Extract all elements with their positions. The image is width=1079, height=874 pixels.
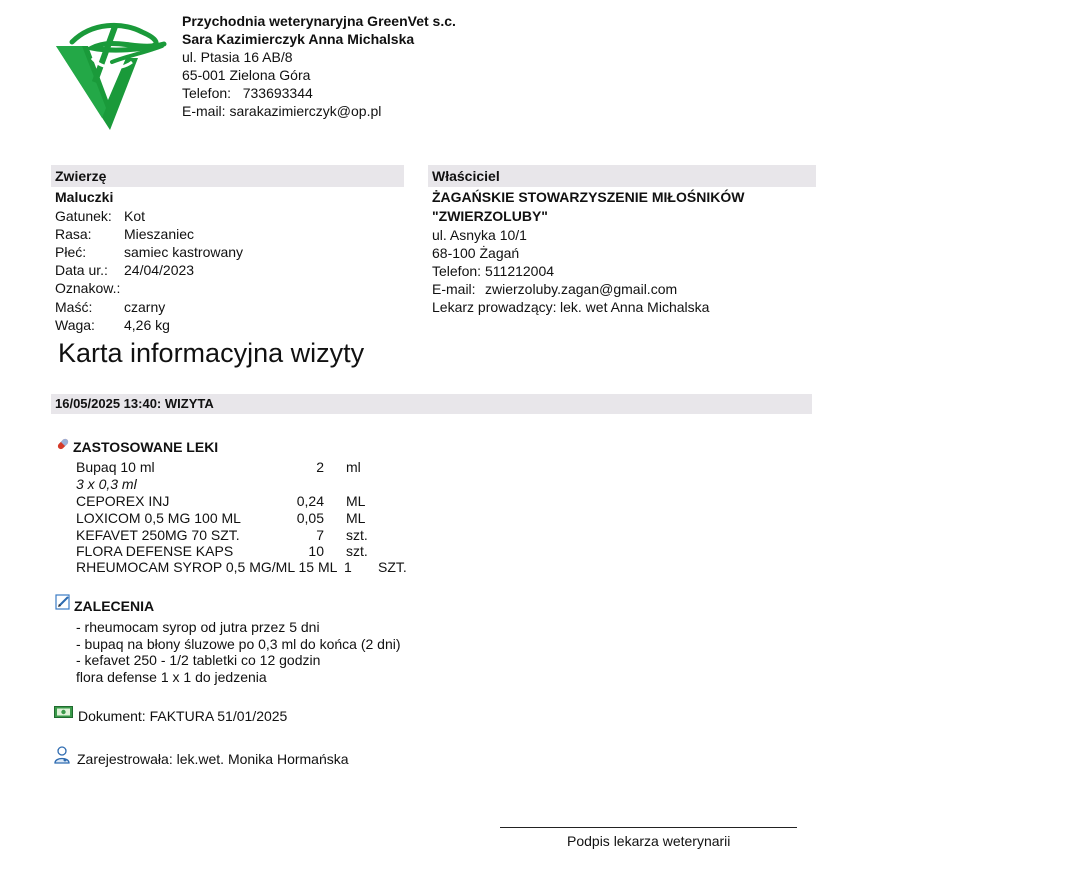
- med-unit: szt.: [346, 527, 368, 543]
- doctor-icon: [54, 746, 70, 764]
- clinic-phone-value: 733693344: [242, 85, 313, 101]
- page-title: Karta informacyjna wizyty: [58, 338, 365, 368]
- med-qty: 7: [316, 527, 324, 543]
- animal-name: Maluczki: [55, 189, 114, 205]
- med-unit: szt.: [346, 543, 368, 559]
- med-qty: 0,24: [296, 493, 324, 509]
- owner-phone-value: 511212004: [485, 263, 555, 279]
- med-name: Bupaq 10 ml: [76, 459, 155, 475]
- owner-city: 68-100 Żagań: [432, 245, 520, 261]
- animal-weight-label: Waga:: [55, 317, 95, 333]
- med-unit: ml: [346, 459, 361, 475]
- med-qty: 2: [316, 459, 324, 475]
- med-qty: 1: [344, 559, 352, 575]
- pill-icon: [56, 437, 70, 451]
- recommendation-line: flora defense 1 x 1 do jedzenia: [76, 669, 267, 685]
- owner-doctor-label: Lekarz prowadzący:: [432, 299, 557, 315]
- registered-text: Zarejestrowała: lek.wet. Monika Hormańska: [77, 751, 349, 767]
- animal-breed-value: Mieszaniec: [124, 226, 195, 242]
- animal-marking-label: Oznakow.:: [55, 280, 121, 296]
- clinic-email-label: E-mail:: [182, 103, 226, 119]
- meds-header: ZASTOSOWANE LEKI: [73, 439, 219, 455]
- med-unit: SZT.: [378, 559, 407, 575]
- clinic-phone-label: Telefon:: [182, 85, 232, 101]
- animal-birthdate-label: Data ur.:: [55, 262, 108, 278]
- med-name: RHEUMOCAM SYROP 0,5 MG/ML 15 ML: [76, 559, 338, 575]
- clinic-owners: Sara Kazimierczyk Anna Michalska: [182, 31, 415, 47]
- med-name: LOXICOM 0,5 MG 100 ML: [76, 510, 241, 526]
- animal-species-value: Kot: [124, 208, 146, 224]
- owner-email-value: zwierzoluby.zagan@gmail.com: [485, 281, 678, 297]
- clinic-email: [182, 102, 381, 120]
- animal-sex-value: samiec kastrowany: [124, 244, 244, 260]
- clinic-street: ul. Ptasia 16 AB/8: [182, 49, 293, 65]
- med-qty: 10: [308, 543, 324, 559]
- animal-breed-label: Rasa:: [55, 226, 92, 242]
- med-unit: ML: [346, 493, 366, 509]
- clinic-email-value: sarakazimierczyk@op.pl: [229, 103, 382, 119]
- signature-label: Podpis lekarza weterynarii: [567, 833, 731, 849]
- visit-header: 16/05/2025 13:40: WIZYTA: [51, 394, 812, 414]
- med-unit: ML: [346, 510, 366, 526]
- med-note: 3 x 0,3 ml: [76, 476, 137, 492]
- recommendation-line: - bupaq na błony śluzowe po 0,3 ml do końca (2 dni): [76, 636, 401, 652]
- owner-name-line1: ŻAGAŃSKIE STOWARZYSZENIE MIŁOŚNIKÓW: [432, 189, 745, 205]
- owner-doctor-value: lek. wet Anna Michalska: [560, 299, 710, 315]
- recommendations-header: ZALECENIA: [74, 598, 155, 614]
- document-text: Dokument: FAKTURA 51/01/2025: [78, 708, 288, 724]
- clinic-name: Przychodnia weterynaryjna GreenVet s.c.: [182, 13, 456, 29]
- owner-phone-label: Telefon:: [432, 263, 482, 279]
- animal-sex-label: Płeć:: [55, 244, 87, 260]
- owner-name-line2: "ZWIERZOLUBY": [432, 208, 548, 224]
- signature-line: [500, 827, 797, 828]
- animal-weight-value: 4,26 kg: [124, 317, 170, 333]
- animal-color-label: Maść:: [55, 299, 93, 315]
- med-name: CEPOREX INJ: [76, 493, 170, 509]
- med-name: FLORA DEFENSE KAPS: [76, 543, 234, 559]
- edit-note-icon: [55, 594, 71, 610]
- animal-birthdate-value: 24/04/2023: [124, 262, 195, 278]
- animal-color-value: czarny: [124, 299, 166, 315]
- vet-caduceus-logo: [52, 18, 172, 133]
- clinic-city: 65-001 Zielona Góra: [182, 67, 311, 83]
- recommendation-line: - rheumocam syrop od jutra przez 5 dni: [76, 619, 320, 635]
- owner-street: ul. Asnyka 10/1: [432, 227, 527, 243]
- med-qty: 0,05: [296, 510, 324, 526]
- animal-section-header: Zwierzę: [51, 165, 404, 187]
- clinic-phone: [182, 84, 313, 102]
- animal-species-label: Gatunek:: [55, 208, 112, 224]
- owner-section-header: Właściciel: [428, 165, 816, 187]
- recommendation-line: - kefavet 250 - 1/2 tabletki co 12 godzin: [76, 652, 321, 668]
- banknote-icon: [54, 706, 73, 718]
- owner-email-label: E-mail:: [432, 281, 476, 297]
- med-name: KEFAVET 250MG 70 SZT.: [76, 527, 240, 543]
